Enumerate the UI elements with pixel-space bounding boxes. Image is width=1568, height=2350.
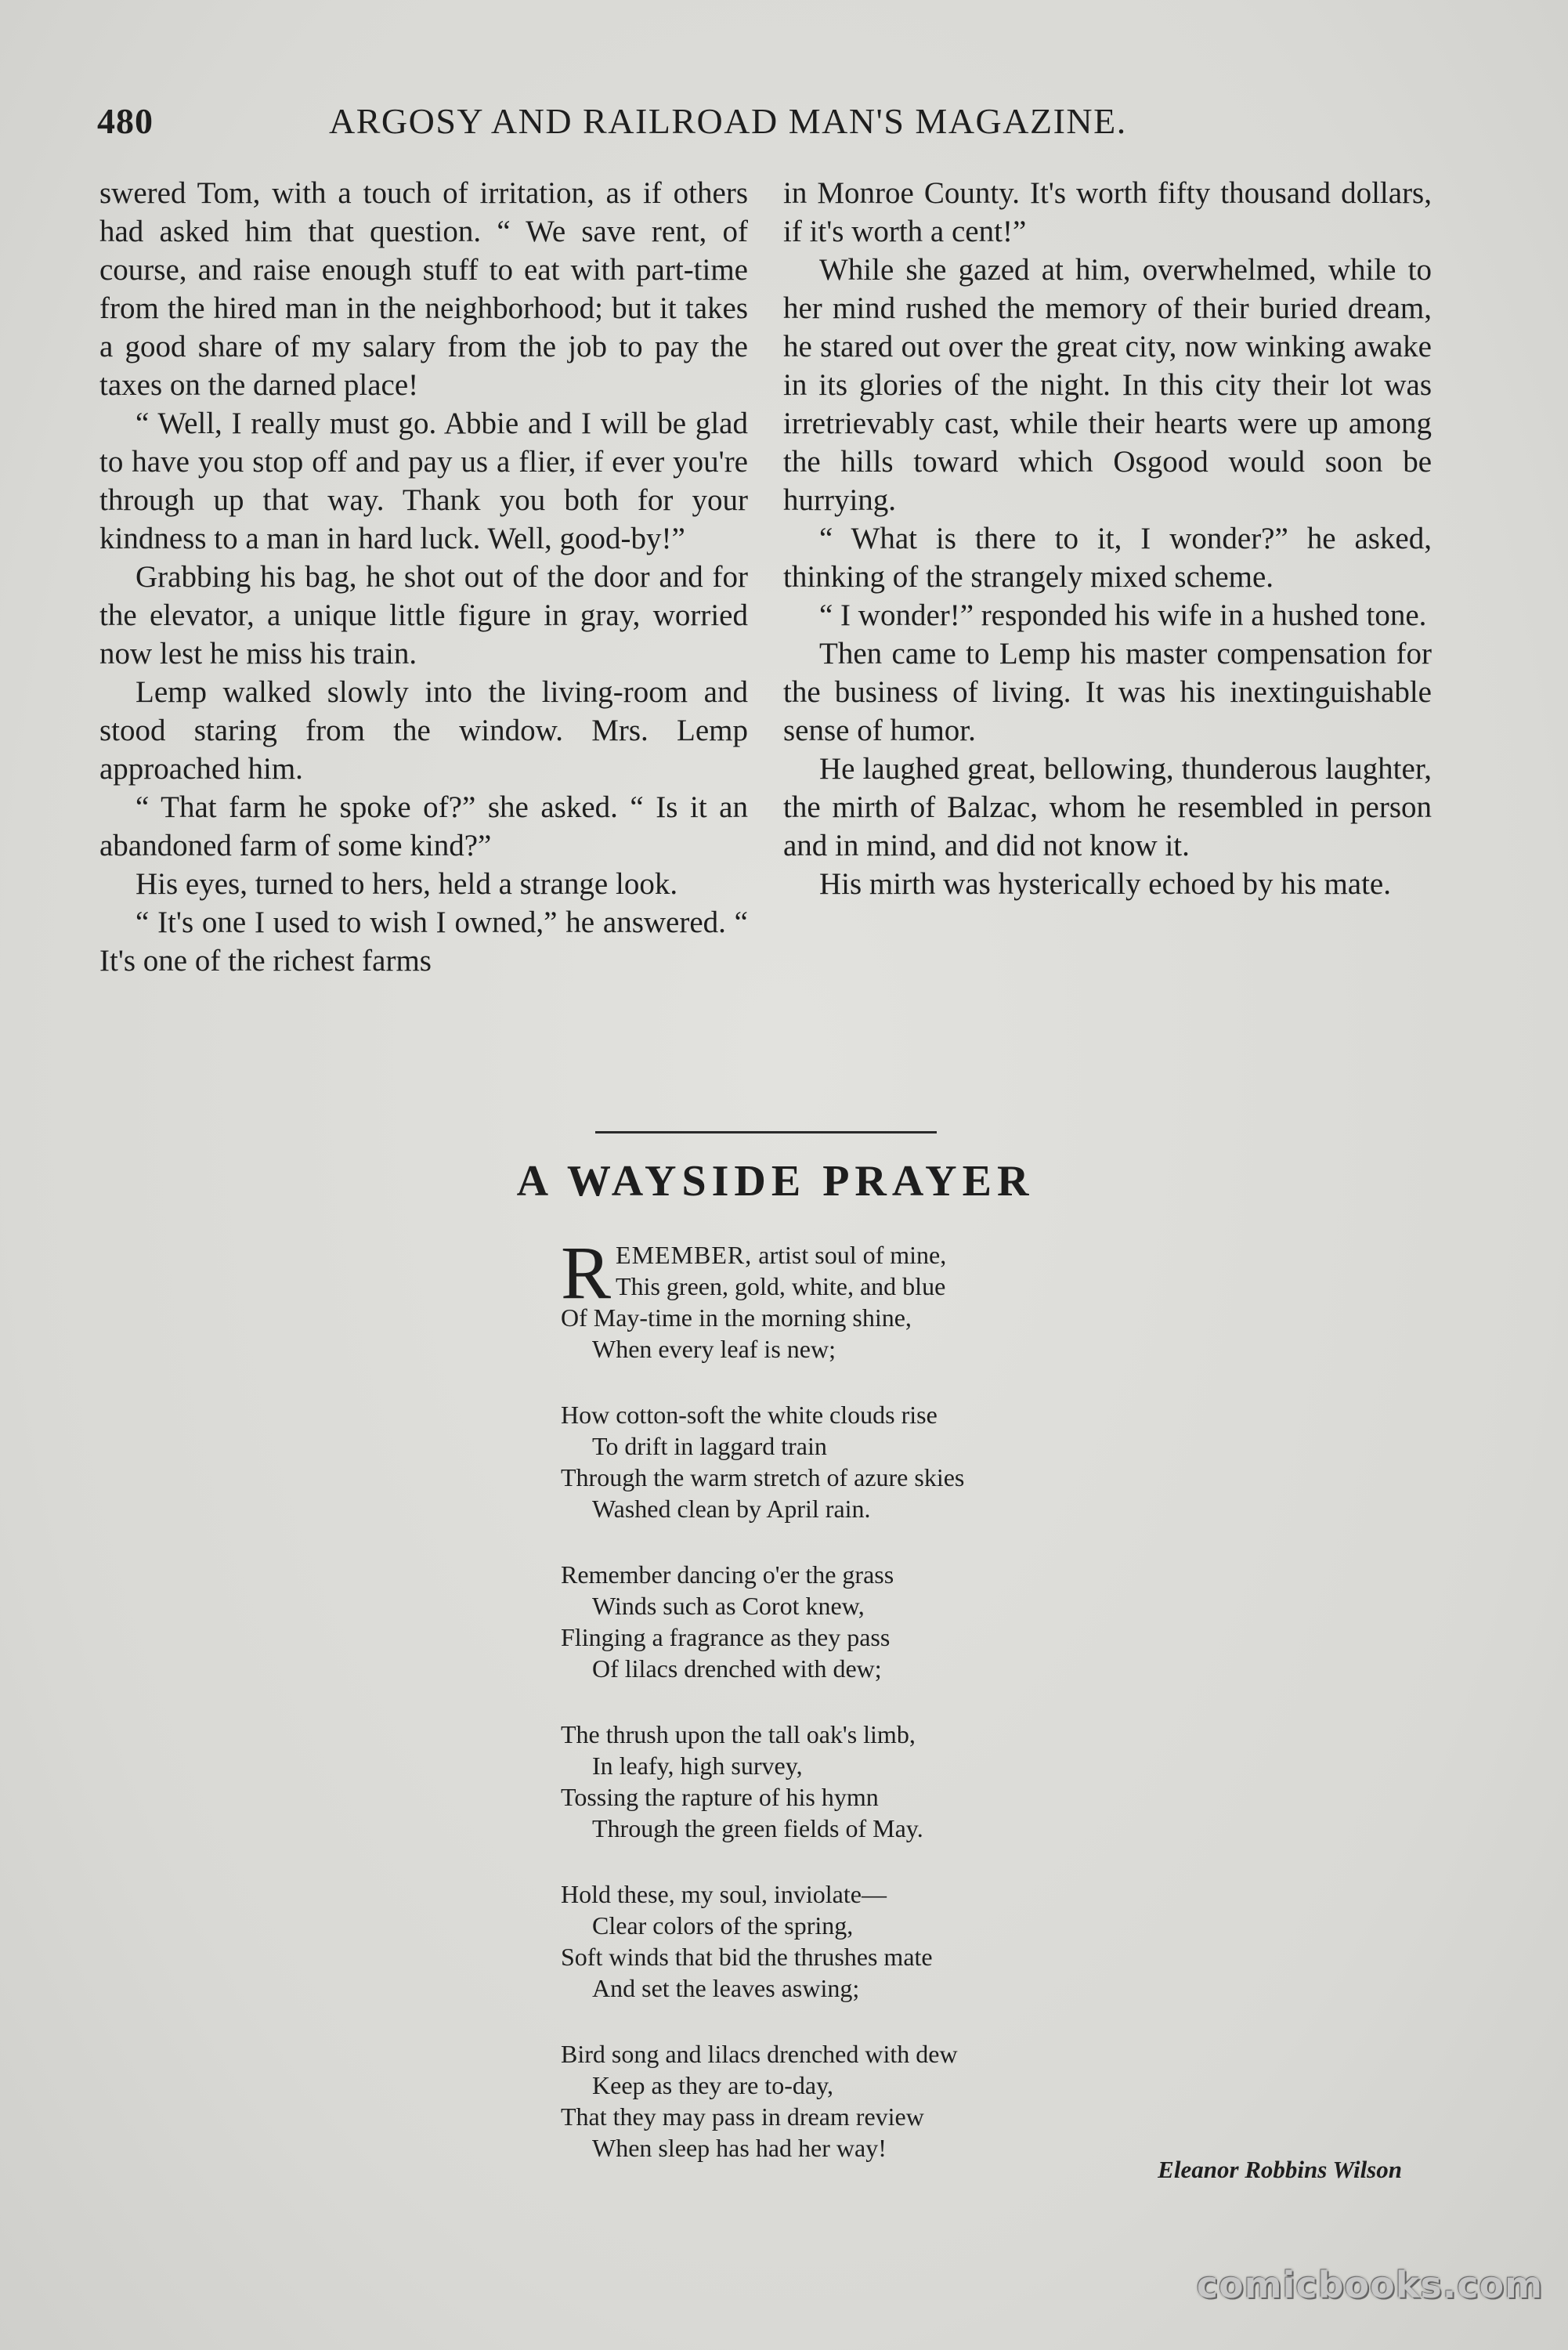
poem-stanza: [561, 1878, 1140, 2004]
story-column-right: [783, 174, 1432, 903]
poem-line: To drift in laggard train: [592, 1432, 827, 1460]
poem-line: Clear colors of the spring,: [592, 1911, 854, 1940]
poem-line: Remember dancing o'er the grass: [561, 1560, 894, 1589]
poem-line: Of May-time in the morning shine,: [561, 1303, 912, 1332]
poem-line: How cotton-soft the white clouds rise: [561, 1401, 938, 1429]
poem-line: And set the leaves aswing;: [592, 1974, 860, 2002]
poem-line: Washed clean by April rain.: [592, 1495, 871, 1523]
paragraph: Lemp walked slowly into the living-room and stood staring from the window. Mrs. Lemp approached him.: [99, 675, 748, 786]
paragraph: “ It's one I used to wish I owned,” he answered. “ It's one of the richest farms: [99, 906, 748, 978]
site-watermark: comicbooks.com: [1196, 2264, 1543, 2306]
poem-line: Soft winds that bid the thrushes mate: [561, 1943, 933, 1971]
paragraph: “ I wonder!” responded his wife in a hushed tone.: [819, 598, 1427, 632]
poem-line: Tossing the rapture of his hymn: [561, 1783, 879, 1811]
paragraph: His eyes, turned to hers, held a strange look.: [135, 867, 678, 901]
poem-stanza: [561, 1399, 1140, 1524]
poem-first-words: EMEMBER,: [616, 1241, 753, 1269]
poem-line: Keep as they are to-day,: [592, 2071, 833, 2099]
paragraph: He laughed great, bellowing, thunderous laughter, the mirth of Balzac, whom he resembled in person and in mind, and did not know it.: [783, 752, 1432, 862]
page-number: 480: [97, 101, 154, 141]
poem-line: Hold these, my soul, inviolate—: [561, 1880, 887, 1908]
paragraph: His mirth was hysterically echoed by his mate.: [819, 867, 1391, 901]
poem-line: This green, gold, white, and blue: [616, 1272, 946, 1300]
section-divider: [595, 1131, 937, 1133]
paragraph: swered Tom, with a touch of irritation, as if others had asked him that question. “ We save rent, of course, and raise enough stuff to eat with part-time from the hired man in the neighborhood; but it takes a good share of my salary from the job to pay the taxes on the darned place!: [99, 176, 748, 402]
poem-line: Through the green fields of May.: [592, 1814, 923, 1842]
poem-author: Eleanor Robbins Wilson: [1158, 2156, 1402, 2183]
poem-line: When every leaf is new;: [592, 1335, 836, 1363]
paragraph: Grabbing his bag, he shot out of the door and for the elevator, a unique little figure in gray, worried now lest he miss his train.: [99, 560, 748, 671]
poem-stanza: [561, 1231, 1140, 1365]
paragraph: While she gazed at him, overwhelmed, while to her mind rushed the memory of their buried dream, he stared out over the great city, now winking awake in its glories of the night. In this city their lot was irretrievably cast, while their hearts were up among the hills toward which Osgood would soon be hurrying.: [783, 253, 1432, 517]
poem-line: Through the warm stretch of azure skies: [561, 1463, 965, 1491]
poem-line: That they may pass in dream review: [561, 2102, 924, 2131]
paragraph: “ That farm he spoke of?” she asked. “ Is it an abandoned farm of some kind?”: [99, 790, 748, 862]
poem-line: Bird song and lilacs drenched with dew: [561, 2040, 958, 2068]
poem-line: Winds such as Corot knew,: [592, 1592, 865, 1620]
poem-first-line-rest: artist soul of mine,: [752, 1241, 947, 1269]
poem-body: [561, 1231, 1140, 2198]
paragraph: “ What is there to it, I wonder?” he asked, thinking of the strangely mixed scheme.: [783, 522, 1432, 594]
poem-title: A WAYSIDE PRAYER: [516, 1157, 1035, 1206]
poem-stanza: [561, 1719, 1140, 1844]
paragraph: in Monroe County. It's worth fifty thousand dollars, if it's worth a cent!”: [783, 176, 1432, 248]
poem-line: Of lilacs drenched with dew;: [592, 1654, 882, 1683]
poem-line-first: [561, 1239, 1140, 1271]
poem-line: In leafy, high survey,: [592, 1752, 803, 1780]
poem-stanza: [561, 2038, 1140, 2164]
drop-cap: R: [561, 1231, 612, 1314]
poem-stanza: [561, 1559, 1140, 1684]
poem-line: The thrush upon the tall oak's limb,: [561, 1720, 916, 1748]
paragraph: Then came to Lemp his master compensation for the business of living. It was his inextinguishable sense of humor.: [783, 637, 1432, 747]
paragraph: “ Well, I really must go. Abbie and I will be glad to have you stop off and pay us a flier, if ever you're through up that way. Thank you both for your kindness to a man in hard luck. Well, good-by!”: [99, 407, 748, 555]
running-head: ARGOSY AND RAILROAD MAN'S MAGAZINE.: [329, 101, 1127, 141]
poem-line: When sleep has had her way!: [592, 2134, 887, 2162]
story-column-left: [99, 174, 748, 980]
poem-line: Flinging a fragrance as they pass: [561, 1623, 891, 1651]
